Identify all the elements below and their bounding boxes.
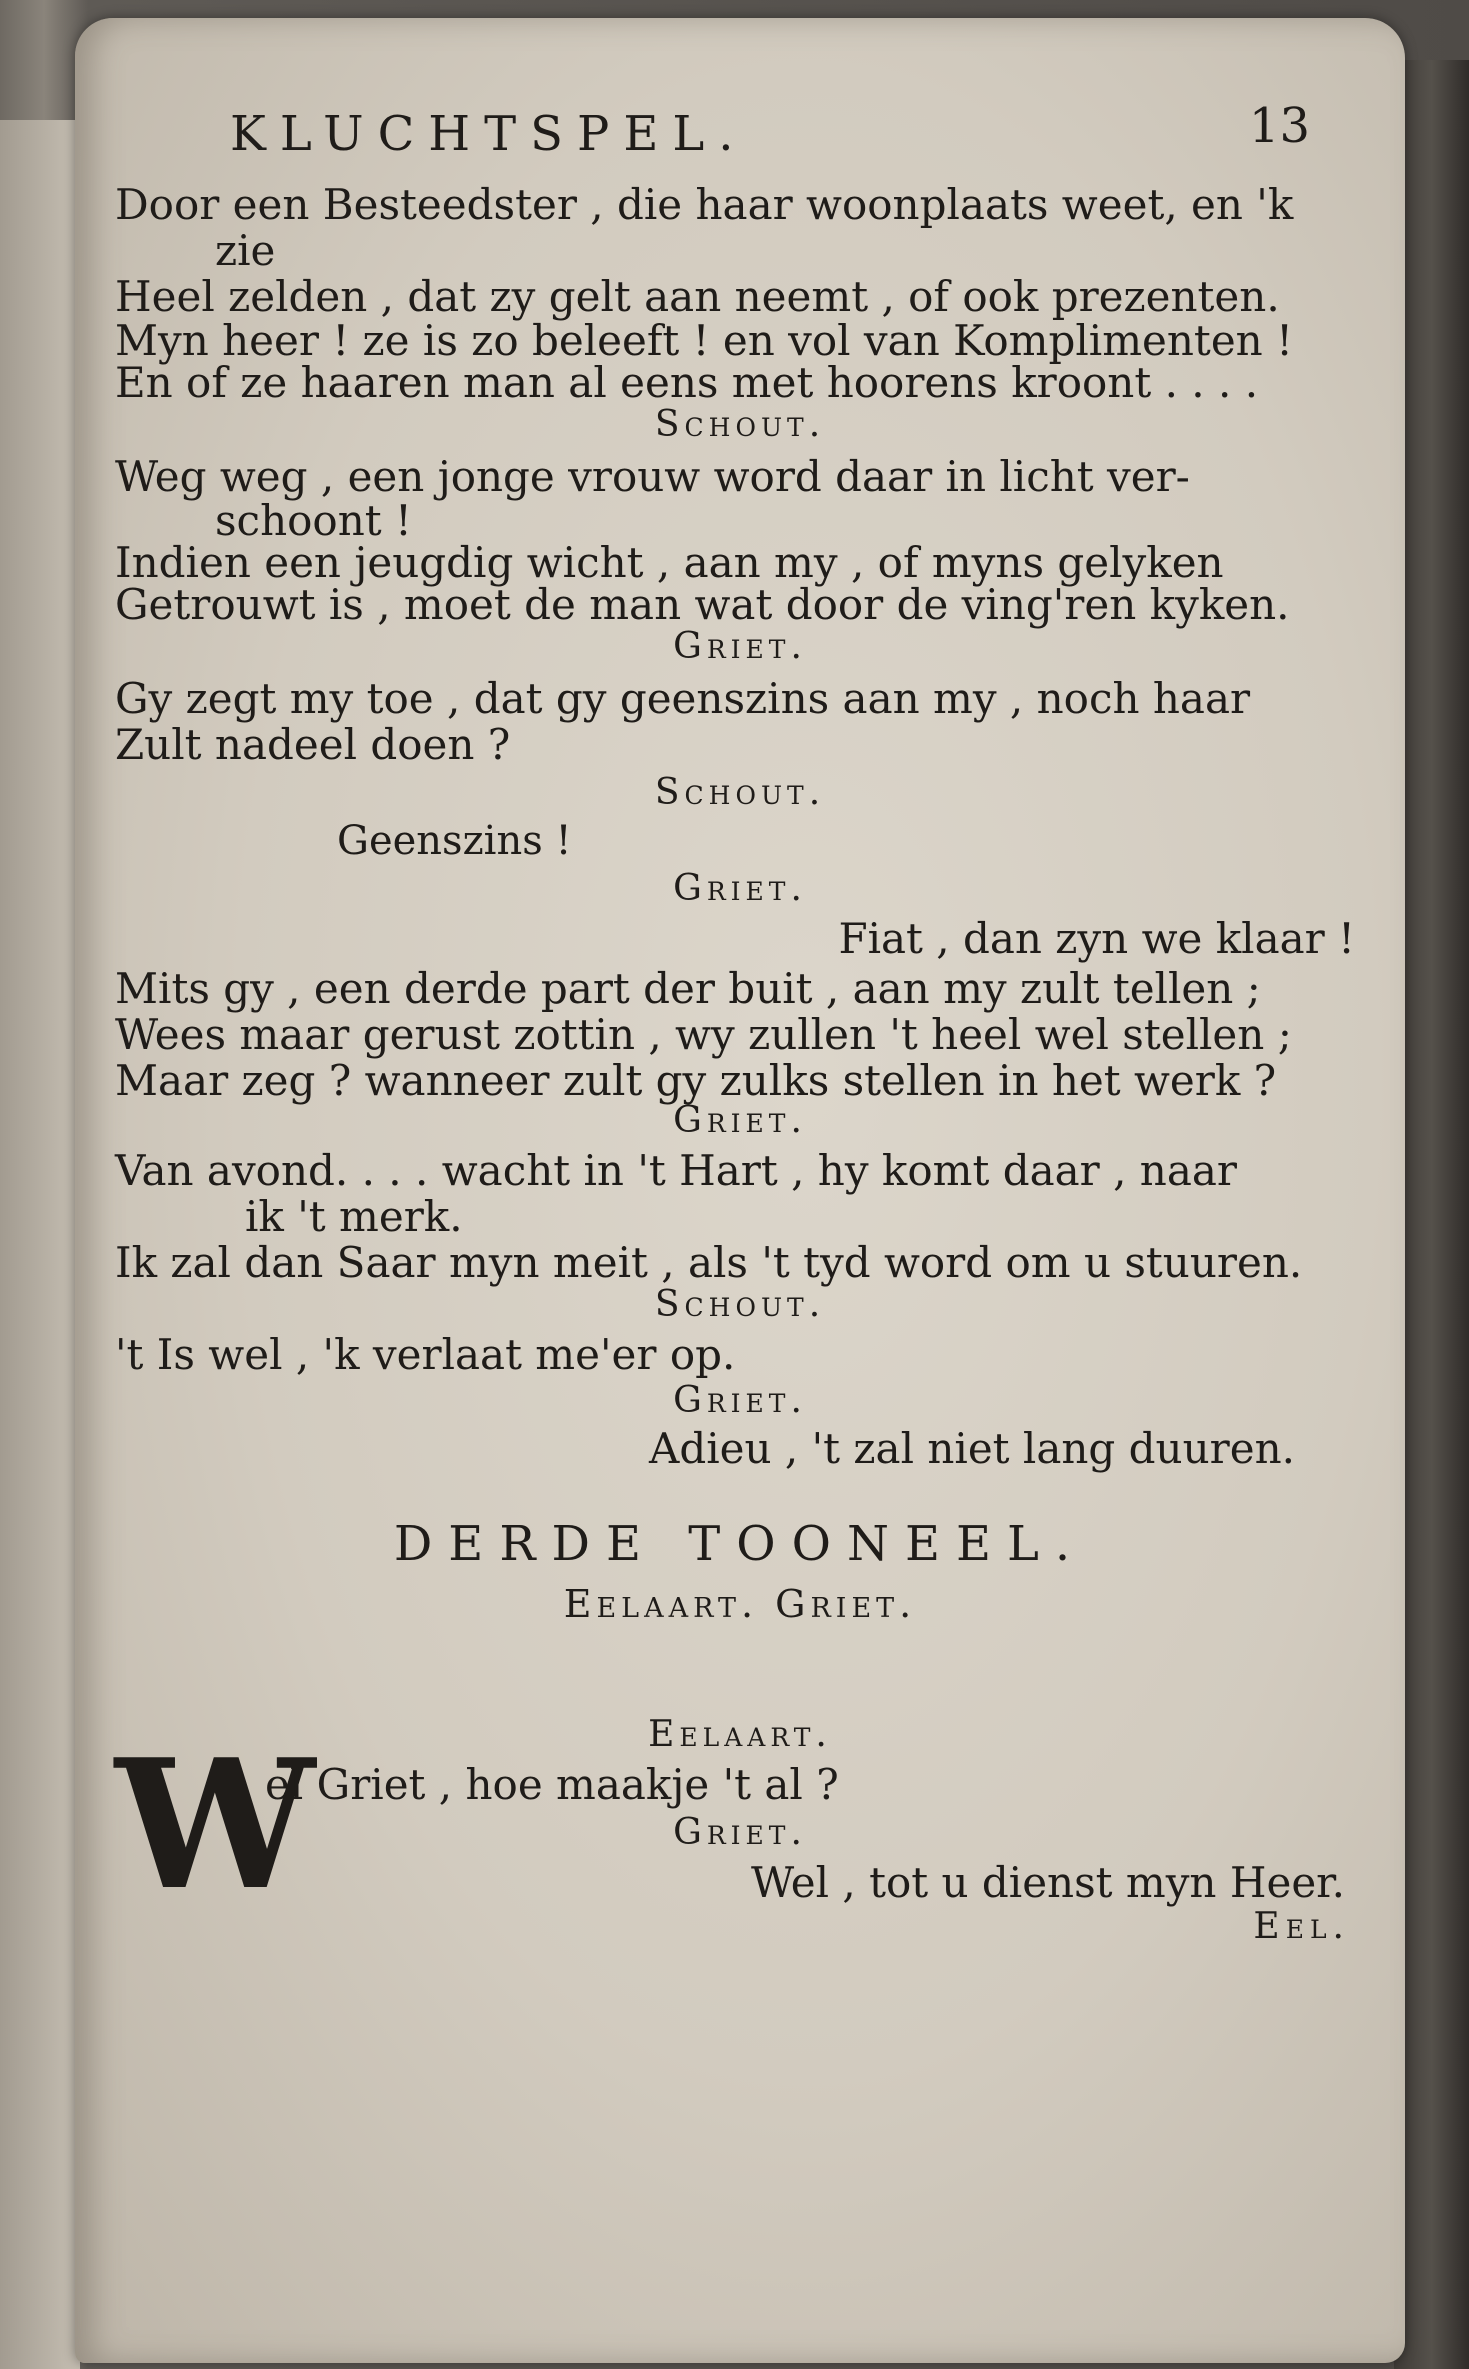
- left-page-edge: [0, 120, 80, 2369]
- verse-line: Adieu , 't zal niet lang duuren.: [649, 1424, 1295, 1473]
- verse-line: 't Is wel , 'k verlaat me'er op.: [115, 1330, 736, 1379]
- verse-line: Indien een jeugdig wicht , aan my , of myns gelyken: [115, 538, 1224, 587]
- speaker-label: Schout.: [654, 1284, 826, 1325]
- verse-line: Door een Besteedster , die haar woonplaats weet, en 'k: [115, 180, 1294, 229]
- verse-line: Gy zegt my toe , dat gy geenszins aan my , noch haar: [115, 674, 1251, 723]
- verse-line: Wees maar gerust zottin , wy zullen 't heel wel stellen ;: [115, 1010, 1292, 1059]
- speaker-label: Griet.: [673, 868, 807, 909]
- verse-line: Wel , tot u dienst myn Heer.: [751, 1858, 1345, 1907]
- verse-line: schoont !: [215, 496, 412, 545]
- verse-line: Heel zelden , dat zy gelt aan neemt , of ook prezenten.: [115, 272, 1280, 321]
- speaker-label: Eelaart.: [648, 1714, 832, 1755]
- verse-line: Van avond. . . . wacht in 't Hart , hy komt daar , naar: [115, 1146, 1238, 1195]
- speaker-label: Griet.: [673, 1100, 807, 1141]
- speaker-label: Griet.: [673, 1380, 807, 1421]
- speaker-label: Schout.: [654, 772, 826, 813]
- verse-line: Myn heer ! ze is zo beleeft ! en vol van Komplimenten !: [115, 316, 1293, 365]
- verse-line: ik 't merk.: [245, 1192, 463, 1241]
- page-number: 13: [1248, 98, 1310, 154]
- verse-line: Mits gy , een derde part der buit , aan my zult tellen ;: [115, 964, 1261, 1013]
- book-cover-edge: [1394, 60, 1469, 2369]
- verse-line: zie: [215, 226, 276, 275]
- verse-line: Ik zal dan Saar myn meit , als 't tyd word om u stuuren.: [115, 1238, 1303, 1287]
- verse-line: el Griet , hoe maakje 't al ?: [265, 1760, 839, 1809]
- speaker-label: Griet.: [673, 626, 807, 667]
- verse-line: Weg weg , een jonge vrouw word daar in licht ver-: [115, 452, 1190, 501]
- catchword: Eel.: [1253, 1906, 1350, 1947]
- cast-list: Eelaart. Griet.: [563, 1582, 917, 1626]
- scene-title: DERDE TOONEEL.: [393, 1516, 1087, 1572]
- verse-line: En of ze haaren man al eens met hoorens kroont . . . .: [115, 358, 1259, 407]
- speaker-label: Griet.: [673, 1812, 807, 1853]
- verse-line: Fiat , dan zyn we klaar !: [838, 914, 1355, 963]
- verse-line: Maar zeg ? wanneer zult gy zulks stellen in het werk ?: [115, 1056, 1277, 1105]
- drop-cap: W: [115, 1720, 315, 1929]
- running-head: KLUCHTSPEL.: [230, 106, 748, 162]
- speaker-label: Schout.: [654, 404, 826, 445]
- book-page: [75, 18, 1405, 2363]
- verse-line: Geenszins !: [337, 818, 572, 864]
- verse-line: Zult nadeel doen ?: [115, 720, 511, 769]
- verse-line: Getrouwt is , moet de man wat door de ving'ren kyken.: [115, 580, 1290, 629]
